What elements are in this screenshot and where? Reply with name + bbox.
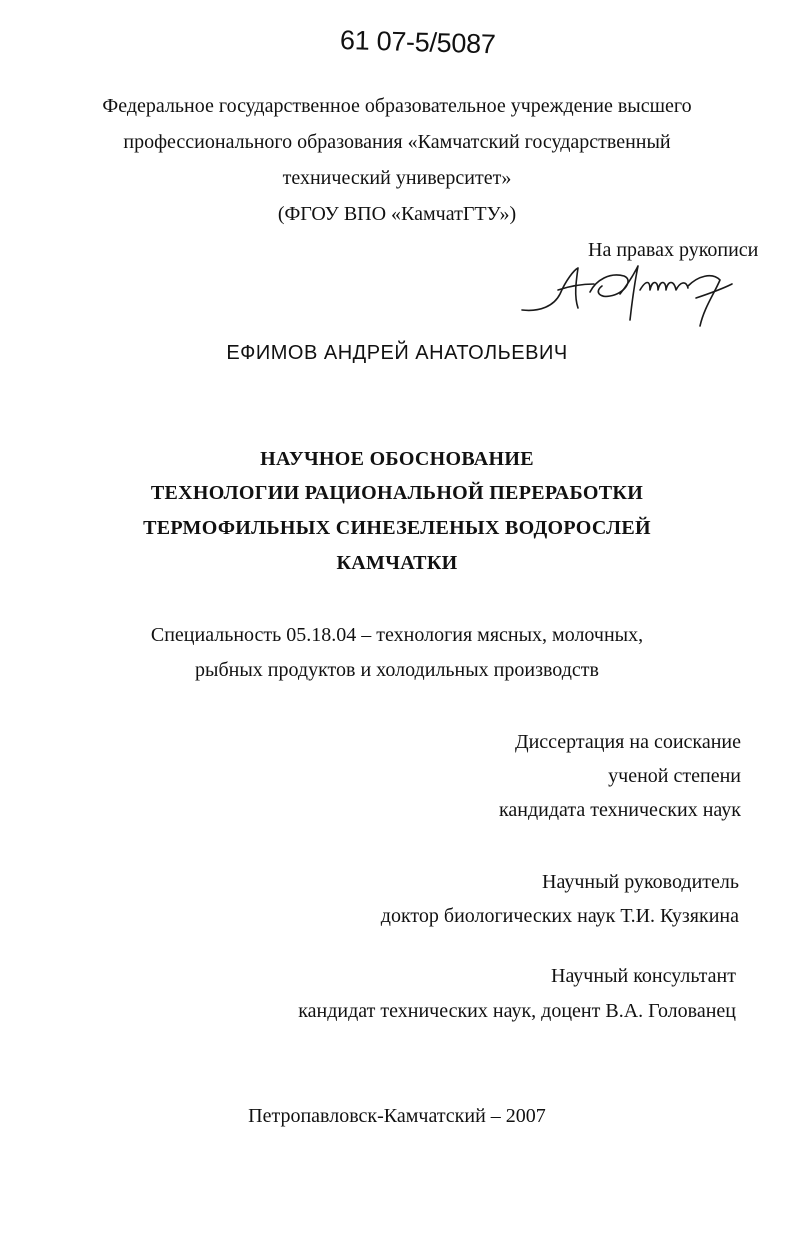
specialty-line-1: Специальность 05.18.04 – технология мясных, молочных, xyxy=(150,624,644,646)
supervisor-name: доктор биологических наук Т.И. Кузякина xyxy=(380,905,739,927)
title-line-4: КАМЧАТКИ xyxy=(336,552,458,574)
specialty-line-2: рыбных продуктов и холодильных производств xyxy=(195,659,599,681)
manuscript-note: На правах рукописи xyxy=(588,239,759,261)
institution-line-4: (ФГОУ ВПО «КамчатГТУ») xyxy=(277,203,517,225)
handwritten-signature xyxy=(520,250,740,330)
institution-line-3: технический университет» xyxy=(282,167,512,189)
place-and-year: Петропавловск-Камчатский – 2007 xyxy=(248,1105,546,1127)
consultant-name: кандидат технических наук, доцент В.А. Голованец xyxy=(298,1000,736,1022)
author-name: ЕФИМОВ АНДРЕЙ АНАТОЛЬЕВИЧ xyxy=(226,342,568,364)
supervisor-role: Научный руководитель xyxy=(542,871,739,893)
institution-line-1: Федеральное государственное образовательное учреждение высшего xyxy=(102,95,692,117)
institution-line-2: профессионального образования «Камчатский государственный xyxy=(123,131,671,153)
degree-line-3: кандидата технических наук xyxy=(498,799,741,821)
degree-line-1: Диссертация на соискание xyxy=(514,731,741,753)
title-line-3: ТЕРМОФИЛЬНЫХ СИНЕЗЕЛЕНЫХ ВОДОРОСЛЕЙ xyxy=(143,517,651,539)
title-line-2: ТЕХНОЛОГИИ РАЦИОНАЛЬНОЙ ПЕРЕРАБОТКИ xyxy=(150,482,644,504)
degree-line-2: ученой степени xyxy=(608,765,741,787)
consultant-role: Научный консультант xyxy=(551,965,736,987)
archive-number: 61 07-5/5087 xyxy=(339,25,496,60)
title-line-1: НАУЧНОЕ ОБОСНОВАНИЕ xyxy=(260,448,534,470)
